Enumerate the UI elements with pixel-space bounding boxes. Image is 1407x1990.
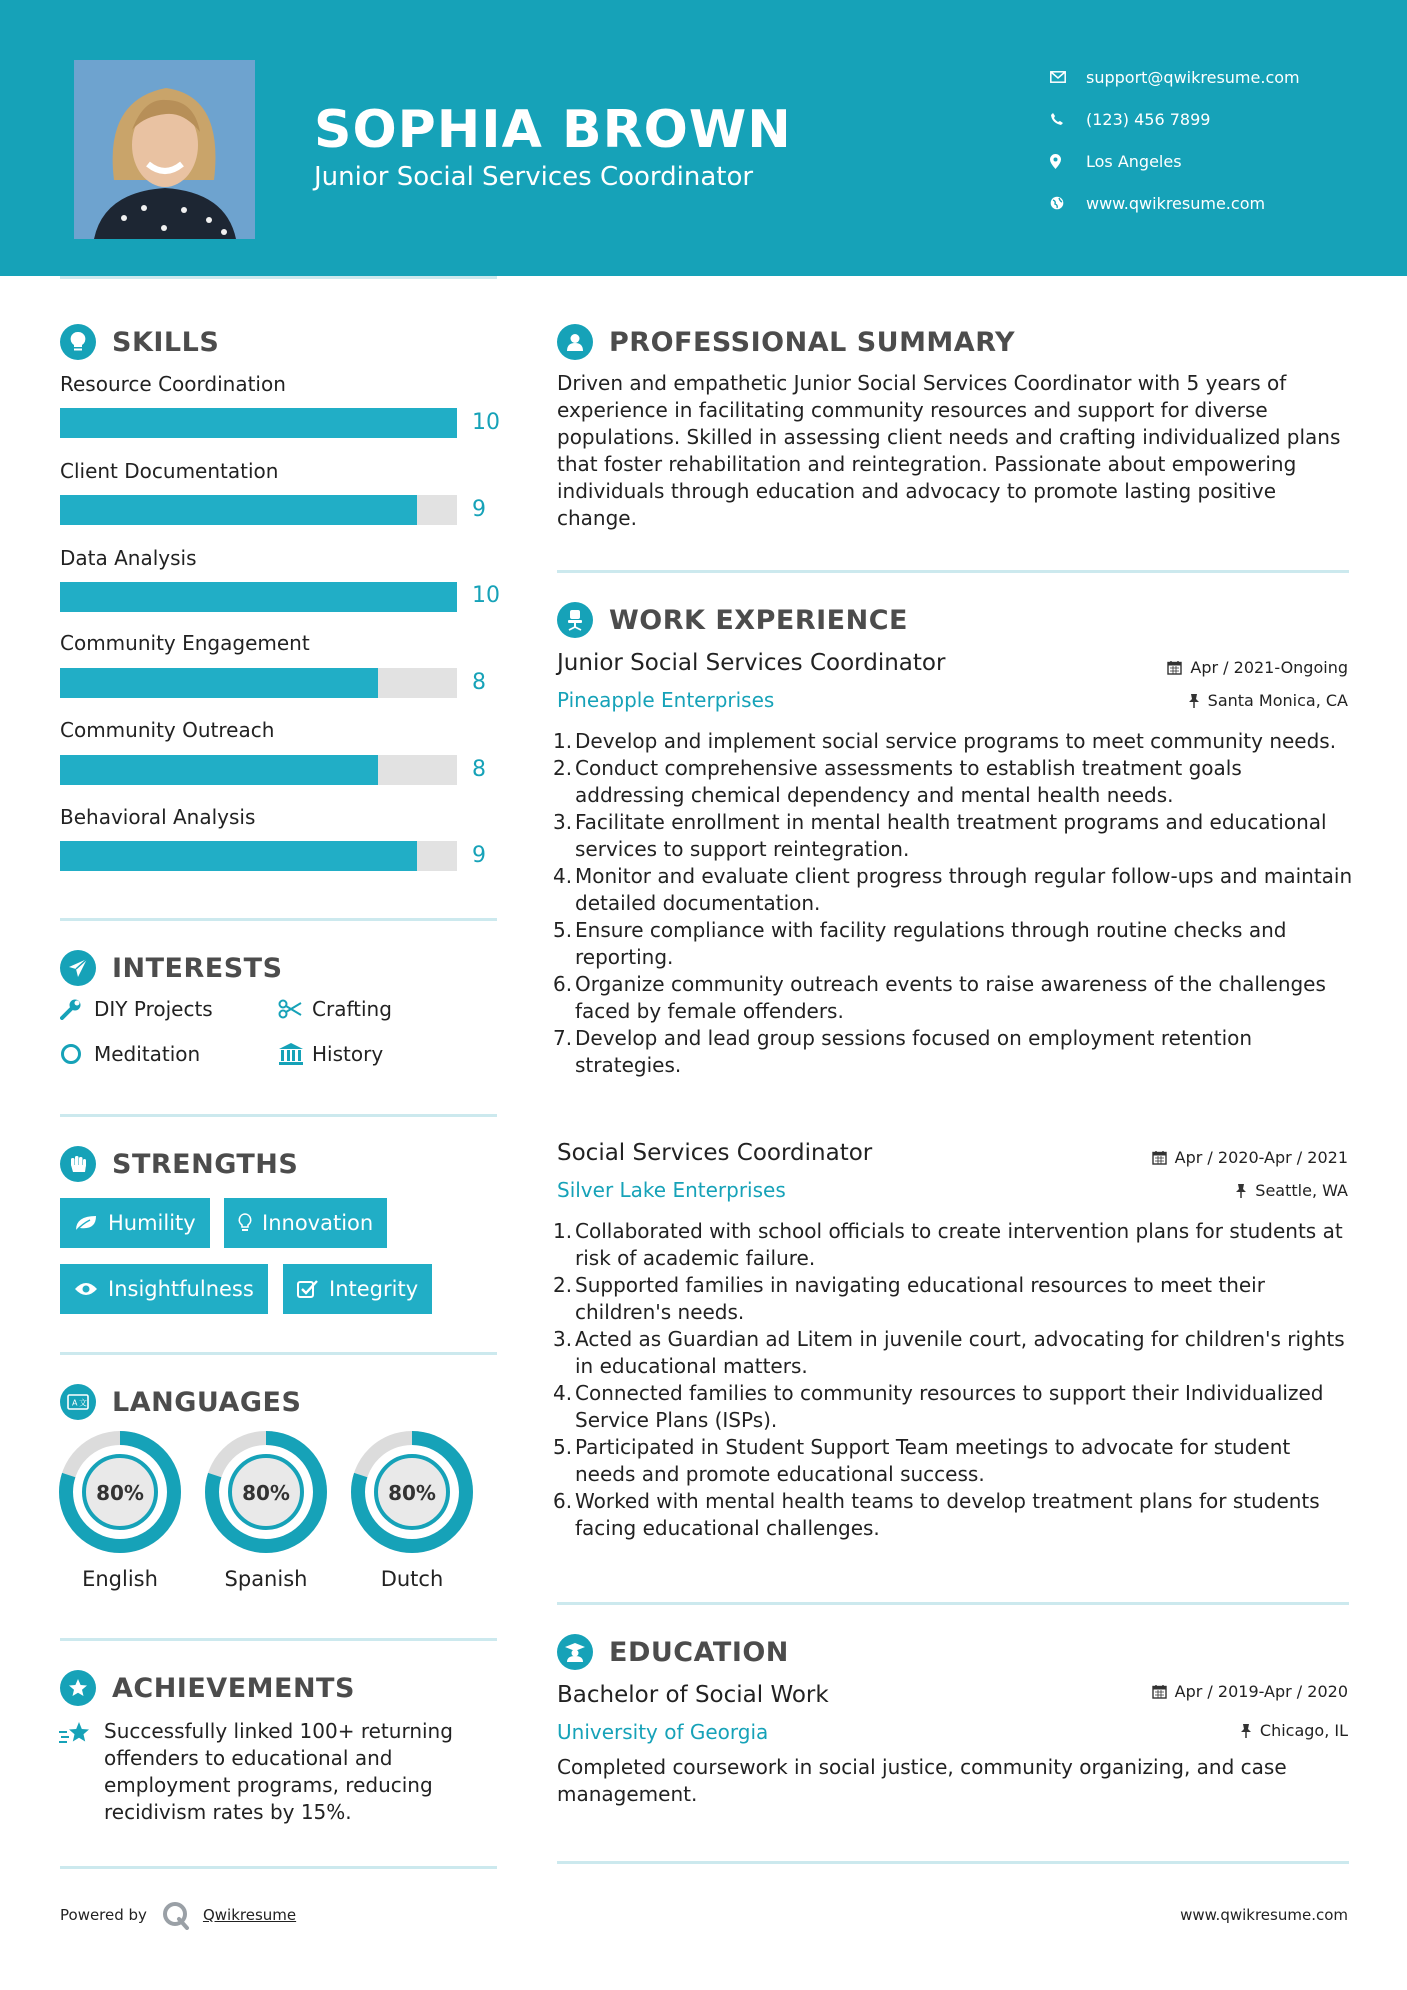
languages-heading: A 文 LANGUAGES xyxy=(60,1384,301,1420)
svg-text:A: A xyxy=(72,1398,78,1408)
envelope-icon xyxy=(1050,71,1086,83)
company-name: Pineapple Enterprises xyxy=(557,688,775,712)
language-percent: 80% xyxy=(388,1481,436,1505)
circle-icon xyxy=(60,1043,94,1065)
skill-label: Resource Coordination xyxy=(60,372,286,396)
job-location: Seattle, WA xyxy=(1235,1181,1348,1200)
job-location: Santa Monica, CA xyxy=(1188,691,1348,710)
list-item: 2. Conduct comprehensive assessments to establish treatment goals addressing chemical dependency and mental health needs. xyxy=(553,756,1242,807)
shooting-star-icon xyxy=(58,1720,92,1752)
skill-value: 9 xyxy=(472,843,486,868)
language-percent: 80% xyxy=(242,1481,290,1505)
calendar-icon xyxy=(1167,660,1182,675)
contact-location xyxy=(1050,140,1300,182)
leaf-icon xyxy=(74,1214,98,1232)
language-ring xyxy=(204,1430,328,1554)
language-name: English xyxy=(82,1567,158,1591)
skill-label: Client Documentation xyxy=(60,459,279,483)
skill-bar xyxy=(60,495,457,525)
location-text: Los Angeles xyxy=(1086,151,1182,171)
candidate-title: Junior Social Services Coordinator xyxy=(314,162,754,192)
museum-icon xyxy=(278,1043,312,1065)
strengths-heading: STRENGTHS xyxy=(60,1146,298,1182)
strength-badge: Insightfulness xyxy=(60,1264,268,1314)
job-dates: Apr / 2021-Ongoing xyxy=(1167,658,1348,677)
interests-heading: INTERESTS xyxy=(60,950,283,986)
school-name: University of Georgia xyxy=(557,1720,769,1744)
fist-icon xyxy=(60,1146,96,1182)
achievement-text: Successfully linked 100+ returning offenders to educational and employment programs, reducing recidivism rates by 15%. xyxy=(104,1719,453,1824)
list-item: 4. Connected families to community resources to support their Individualized Service Plans (ISPs). xyxy=(553,1381,1324,1432)
language-name: Dutch xyxy=(380,1567,444,1591)
education-dates: Apr / 2019-Apr / 2020 xyxy=(1152,1682,1348,1701)
divider xyxy=(60,276,497,279)
pushpin-icon xyxy=(1235,1183,1247,1198)
calendar-icon xyxy=(1152,1684,1167,1699)
skill-value: 8 xyxy=(472,670,486,695)
skill-bar xyxy=(60,841,457,871)
language-ring xyxy=(58,1430,182,1554)
qwikresume-logo-icon xyxy=(161,1900,191,1930)
skill-value: 8 xyxy=(472,757,486,782)
divider xyxy=(60,1638,497,1641)
divider xyxy=(557,570,1349,573)
phone-icon xyxy=(1050,112,1086,126)
svg-text:文: 文 xyxy=(79,1398,87,1408)
skill-bar xyxy=(60,755,457,785)
list-item: 4. Monitor and evaluate client progress through regular follow-ups and maintain detailed documentation. xyxy=(553,864,1353,915)
skill-bar xyxy=(60,408,457,438)
wrench-icon xyxy=(60,998,94,1020)
star-badge-icon xyxy=(60,1670,96,1706)
language-percent: 80% xyxy=(96,1481,144,1505)
skill-label: Community Outreach xyxy=(60,718,275,742)
graduate-icon xyxy=(557,1634,593,1670)
checkbox-icon xyxy=(297,1279,319,1299)
calendar-icon xyxy=(1152,1150,1167,1165)
profile-photo xyxy=(74,60,255,239)
divider xyxy=(60,1352,497,1355)
list-item: 3. Acted as Guardian ad Litem in juvenile court, advocating for children's rights in educational matters. xyxy=(553,1327,1345,1378)
contact-info xyxy=(1050,56,1300,224)
strength-badge: Innovation xyxy=(224,1198,387,1248)
lightbulb-icon xyxy=(60,324,96,360)
contact-website[interactable] xyxy=(1050,182,1300,224)
education-location: Chicago, IL xyxy=(1240,1721,1348,1740)
skill-bar-fill xyxy=(60,408,457,438)
contact-email[interactable] xyxy=(1050,56,1300,98)
skill-value: 10 xyxy=(472,410,500,435)
pushpin-icon xyxy=(1188,693,1200,708)
list-item: 2. Supported families in navigating educational resources to meet their children's needs. xyxy=(553,1273,1265,1324)
job-title: Social Services Coordinator xyxy=(557,1140,873,1166)
job-bullets xyxy=(553,1218,1353,1542)
list-item: 6. Organize community outreach events to raise awareness of the challenges faced by female offenders. xyxy=(553,972,1326,1023)
education-description: Completed coursework in social justice, community organizing, and case management. xyxy=(557,1755,1287,1806)
language-icon xyxy=(60,1384,96,1420)
map-pin-icon xyxy=(1050,154,1086,169)
interest-item: Meditation xyxy=(60,1042,200,1066)
footer-powered-by: Powered by Qwikresume xyxy=(60,1900,296,1930)
language-name: Spanish xyxy=(224,1567,308,1591)
job-dates: Apr / 2020-Apr / 2021 xyxy=(1152,1148,1348,1167)
brand-link[interactable]: Qwikresume xyxy=(202,1906,297,1924)
job-title: Junior Social Services Coordinator xyxy=(557,650,946,676)
summary-text: Driven and empathetic Junior Social Services Coordinator with 5 years of experience in facilitating community resources and support for diverse populations. Skilled in assessing client needs and crafting individualized plans that foster rehabilitation and reintegration. Passionate about empowering individuals through education and advocacy to promote lasting positive change. xyxy=(557,371,1341,530)
pushpin-icon xyxy=(1240,1723,1252,1738)
skill-bar-fill xyxy=(60,841,417,871)
list-item: 5. Ensure compliance with facility regulations through routine checks and reporting. xyxy=(553,918,1287,969)
degree-title: Bachelor of Social Work xyxy=(557,1682,829,1708)
phone-text: (123) 456 7899 xyxy=(1086,109,1211,129)
skills-heading: SKILLS xyxy=(60,324,219,360)
experience-heading: WORK EXPERIENCE xyxy=(557,602,908,638)
skill-bar-fill xyxy=(60,495,417,525)
achievements-heading: ACHIEVEMENTS xyxy=(60,1670,355,1706)
skill-bar xyxy=(60,668,457,698)
divider xyxy=(60,1114,497,1117)
eye-icon xyxy=(74,1281,98,1297)
email-text: support@qwikresume.com xyxy=(1086,67,1300,87)
summary-heading: PROFESSIONAL SUMMARY xyxy=(557,324,1015,360)
list-item: 7. Develop and lead group sessions focused on employment retention strategies. xyxy=(553,1026,1253,1077)
divider xyxy=(557,1602,1349,1605)
candidate-name: SOPHIA BROWN xyxy=(314,100,792,160)
list-item: 1. Collaborated with school officials to create intervention plans for students at risk of academic failure. xyxy=(553,1219,1343,1270)
divider xyxy=(557,1861,1349,1864)
paper-plane-icon xyxy=(60,950,96,986)
list-item: 1. Develop and implement social service programs to meet community needs. xyxy=(553,729,1337,753)
job-bullets xyxy=(553,728,1353,1079)
office-chair-icon xyxy=(557,602,593,638)
education-heading: EDUCATION xyxy=(557,1634,789,1670)
strength-badge: Integrity xyxy=(283,1264,432,1314)
scissors-icon xyxy=(278,999,312,1019)
skill-label: Data Analysis xyxy=(60,546,197,570)
interest-item: DIY Projects xyxy=(60,997,213,1021)
list-item: 6. Worked with mental health teams to develop treatment plans for students facing educational challenges. xyxy=(553,1489,1320,1540)
language-ring xyxy=(350,1430,474,1554)
lightbulb-icon xyxy=(238,1213,252,1233)
website-text: www.qwikresume.com xyxy=(1086,193,1266,213)
skill-label: Community Engagement xyxy=(60,631,310,655)
skill-value: 10 xyxy=(472,583,500,608)
globe-icon xyxy=(1050,196,1086,210)
skill-label: Behavioral Analysis xyxy=(60,805,256,829)
header xyxy=(0,0,1407,276)
list-item: 3. Facilitate enrollment in mental health treatment programs and educational services to support reintegration. xyxy=(553,810,1327,861)
skill-bar xyxy=(60,582,457,612)
divider xyxy=(60,1866,497,1869)
skill-bar-fill xyxy=(60,755,378,785)
interest-item: History xyxy=(278,1042,383,1066)
contact-phone[interactable] xyxy=(1050,98,1300,140)
skill-bar-fill xyxy=(60,668,378,698)
footer-website[interactable]: www.qwikresume.com xyxy=(1180,1906,1348,1924)
skill-value: 9 xyxy=(472,497,486,522)
list-item: 5. Participated in Student Support Team meetings to advocate for student needs and promote educational success. xyxy=(553,1435,1291,1486)
skill-bar-fill xyxy=(60,582,457,612)
company-name: Silver Lake Enterprises xyxy=(557,1178,786,1202)
divider xyxy=(60,918,497,921)
user-icon xyxy=(557,324,593,360)
strength-badge: Humility xyxy=(60,1198,210,1248)
interest-item: Crafting xyxy=(278,997,392,1021)
